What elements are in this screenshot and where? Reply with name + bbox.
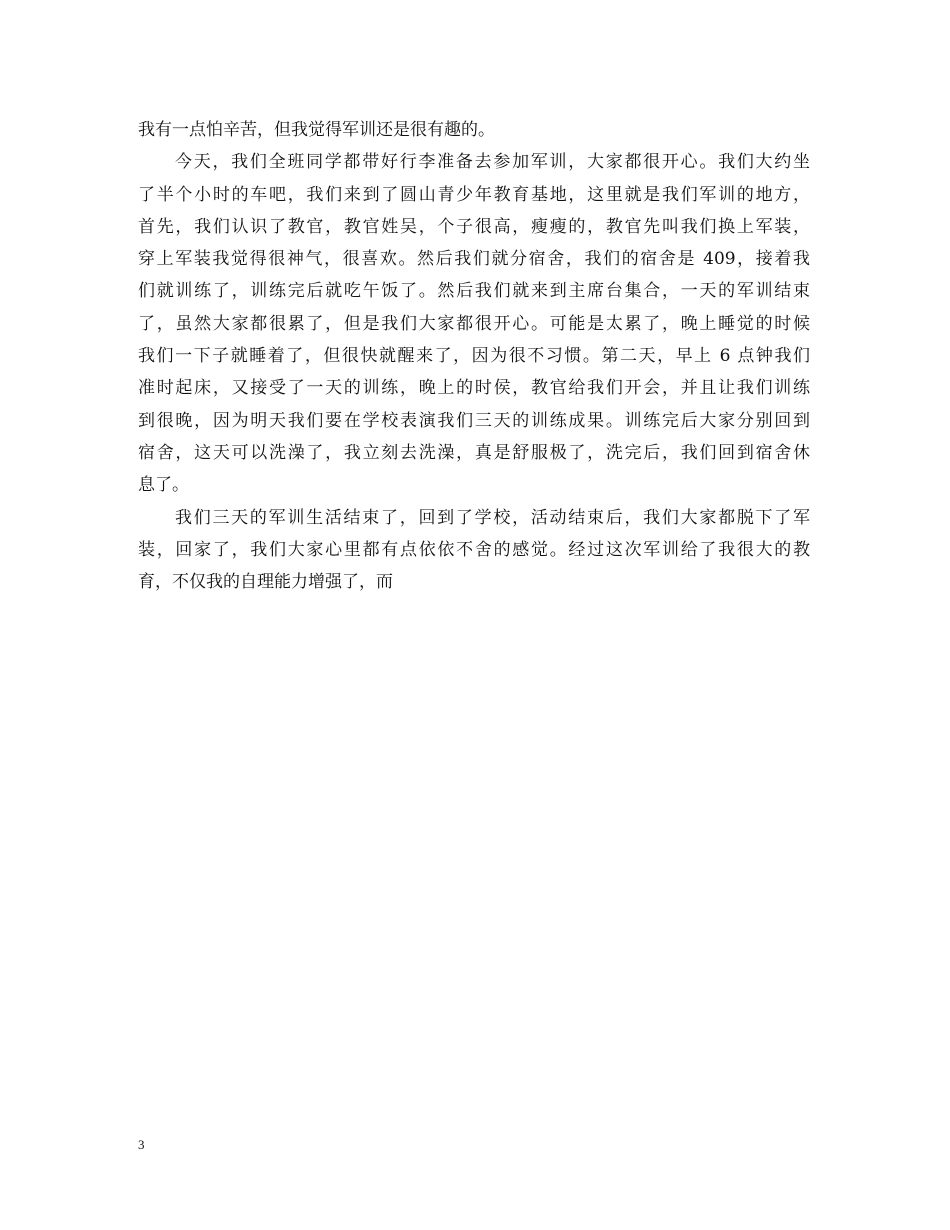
text-line: 了，虽然大家都很累了，但是我们大家都很开心。可能是太累了，晚上睡觉的时候 [138,313,810,334]
text-line: 了半个小时的车吧，我们来到了圆山青少年教育基地，这里就是我们军训的地方， [138,184,810,205]
text-line: 到很晚，因为明天我们要在学校表演我们三天的训练成果。训练完后大家分别回到 [138,410,810,431]
text-line: 今天，我们全班同学都带好行李准备去参加军训，大家都很开心。我们大约坐 [175,152,810,173]
text-line: 我们三天的军训生活结束了，回到了学校，活动结束后，我们大家都脱下了军 [175,507,810,528]
page-number: 3 [138,1137,145,1152]
text-line: 穿上军装我觉得很神气，很喜欢。然后我们就分宿舍，我们的宿舍是 409，接着我 [138,249,810,270]
text-line: 息了。 [138,475,189,496]
paragraph [138,114,810,146]
text-line: 我有一点怕辛苦，但我觉得军训还是很有趣的。 [138,120,495,140]
text-line: 宿舍，这天可以洗澡了，我立刻去洗澡，真是舒服极了，洗完后，我们回到宿舍休 [138,442,810,463]
body-text [138,114,810,598]
text-line: 首先，我们认识了教官，教官姓吴，个子很高，瘦瘦的，教官先叫我们换上军装， [138,216,810,237]
paragraph [138,146,810,501]
text-line: 我们一下子就睡着了，但很快就醒来了，因为很不习惯。第二天，早上 6 点钟我们 [138,346,810,367]
text-line: 装，回家了，我们大家心里都有点依依不舍的感觉。经过这次军训给了我很大的教 [138,539,810,560]
text-line: 育，不仅我的自理能力增强了，而 [138,572,393,593]
paragraph [138,502,810,599]
text-line: 们就训练了，训练完后就吃午饭了。然后我们就来到主席台集合，一天的军训结束 [138,281,810,302]
text-line: 准时起床，又接受了一天的训练，晚上的时侯，教官给我们开会，并且让我们训练 [138,378,810,399]
